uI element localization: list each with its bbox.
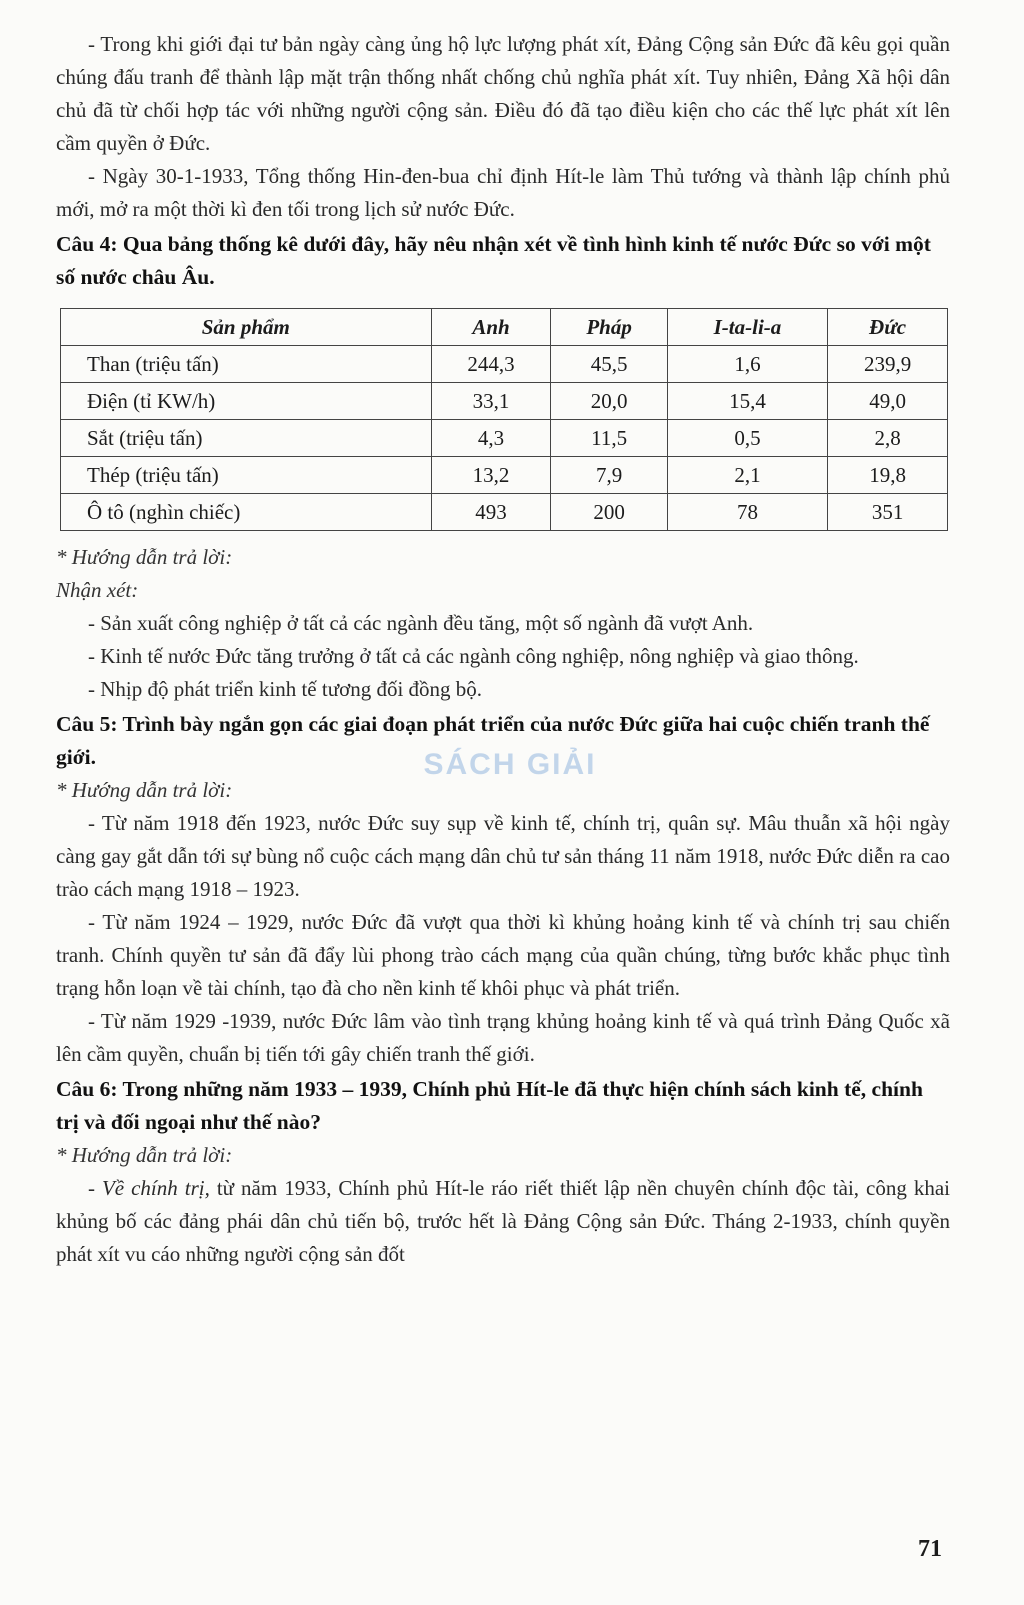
table-cell: 7,9: [551, 457, 667, 494]
table-cell: 493: [431, 494, 551, 531]
answer-paragraph: - Từ năm 1929 -1939, nước Đức lâm vào tình trạng khủng hoảng kinh tế và quá trình Đảng Quốc xã lên cầm quyền, chuẩn bị tiến tới gây chiến tranh thế giới.: [56, 1009, 950, 1066]
table-cell: 2,8: [828, 420, 948, 457]
answer-paragraph: - Nhịp độ phát triển kinh tế tương đối đồng bộ.: [88, 677, 483, 701]
intro-paragraph-2: - Ngày 30-1-1933, Tổng thống Hin-đen-bua chỉ định Hít-le làm Thủ tướng và thành lập chính phủ mới, mở ra một thời kì đen tối trong lịch sử nước Đức.: [56, 164, 950, 221]
answer-guide-label: * Hướng dẫn trả lời:: [56, 1143, 233, 1167]
table-cell: 200: [551, 494, 667, 531]
table-row: [61, 457, 948, 494]
remark-label: Nhận xét:: [56, 578, 139, 602]
table-cell: 239,9: [828, 346, 948, 383]
answer-guide-label: * Hướng dẫn trả lời:: [56, 778, 233, 802]
watermark-logo: [405, 748, 615, 798]
table-cell: 244,3: [431, 346, 551, 383]
table-cell: 49,0: [828, 383, 948, 420]
answer-paragraph: - Sản xuất công nghiệp ở tất cả các ngành đều tăng, một số ngành đã vượt Anh.: [88, 611, 754, 635]
table-row: [61, 420, 948, 457]
page-content: [56, 28, 950, 1271]
table-cell: Ô tô (nghìn chiếc): [61, 494, 432, 531]
table-row: [61, 383, 948, 420]
question-4-title: Câu 4: Qua bảng thống kê dưới đây, hãy nêu nhận xét về tình hình kinh tế nước Đức so với một số nước châu Âu.: [56, 232, 931, 289]
table-cell: 0,5: [667, 420, 827, 457]
answer-guide-label: * Hướng dẫn trả lời:: [56, 545, 233, 569]
answer-paragraph: - Kinh tế nước Đức tăng trưởng ở tất cả các ngành công nghiệp, nông nghiệp và giao thông.: [88, 644, 859, 668]
answer-text: từ năm 1933, Chính phủ Hít-le ráo riết thiết lập nền chuyên chính độc tài, công khai khủng bố các đảng phái dân chủ tiến bộ, trước hết là Đảng Cộng sản Đức. Tháng 2-1933, chính quyền phát xít vu cáo những người cộng sản đốt: [56, 1176, 950, 1266]
intro-paragraph-1: - Trong khi giới đại tư bản ngày càng ủng hộ lực lượng phát xít, Đảng Cộng sản Đức đã kêu gọi quần chúng đấu tranh để thành lập mặt trận thống nhất chống chủ nghĩa phát xít. Tuy nhiên, Đảng Xã hội dân chủ đã từ chối hợp tác với những người cộng sản. Điều đó đã tạo điều kiện cho các thế lực phát xít lên cầm quyền ở Đức.: [56, 32, 950, 155]
table-cell: 4,3: [431, 420, 551, 457]
table-cell: 45,5: [551, 346, 667, 383]
table-cell: 78: [667, 494, 827, 531]
statistics-table: [60, 308, 948, 531]
watermark-text: SÁCH GIẢI: [423, 748, 597, 781]
table-row: [61, 346, 948, 383]
table-header: I-ta-li-a: [667, 309, 827, 346]
table-cell: Sắt (triệu tấn): [61, 420, 432, 457]
question-6-title: Câu 6: Trong những năm 1933 – 1939, Chính phủ Hít-le đã thực hiện chính sách kinh tế, chính trị và đối ngoại như thế nào?: [56, 1077, 923, 1134]
table-cell: Điện (tỉ KW/h): [61, 383, 432, 420]
table-cell: 11,5: [551, 420, 667, 457]
table-cell: 33,1: [431, 383, 551, 420]
table-cell: 15,4: [667, 383, 827, 420]
table-cell: Thép (triệu tấn): [61, 457, 432, 494]
table-cell: Than (triệu tấn): [61, 346, 432, 383]
answer-paragraph: - Từ năm 1918 đến 1923, nước Đức suy sụp về kinh tế, chính trị, quân sự. Mâu thuẫn xã hội ngày càng gay gắt dẫn tới sự bùng nổ cuộc cách mạng dân chủ tư sản tháng 11 năm 1918, nước Đức diễn ra cao trào cách mạng 1918 – 1923.: [56, 811, 950, 901]
table-row: [61, 494, 948, 531]
answer-paragraph: - Từ năm 1924 – 1929, nước Đức đã vượt qua thời kì khủng hoảng kinh tế và chính trị sau chiến tranh. Chính quyền tư sản đã đẩy lùi phong trào cách mạng của quần chúng, từng bước khắc phục tình trạng hỗn loạn về tài chính, tạo đà cho nền kinh tế khôi phục và phát triển.: [56, 910, 950, 1000]
answer-paragraph: [56, 1172, 950, 1271]
table-cell: 19,8: [828, 457, 948, 494]
page-number: 71: [918, 1536, 942, 1562]
table-cell: 13,2: [431, 457, 551, 494]
table-cell: 351: [828, 494, 948, 531]
table-header: Anh: [431, 309, 551, 346]
table-header: Pháp: [551, 309, 667, 346]
answer-lead: - Về chính trị,: [88, 1176, 210, 1200]
question-5-title: Câu 5: Trình bày ngắn gọn các giai đoạn phát triển của nước Đức giữa hai cuộc chiến tranh thế giới.: [56, 712, 930, 769]
table-header-row: [61, 309, 948, 346]
table-header: Đức: [828, 309, 948, 346]
table-cell: 1,6: [667, 346, 827, 383]
table-header: Sản phẩm: [61, 309, 432, 346]
table-cell: 20,0: [551, 383, 667, 420]
table-cell: 2,1: [667, 457, 827, 494]
